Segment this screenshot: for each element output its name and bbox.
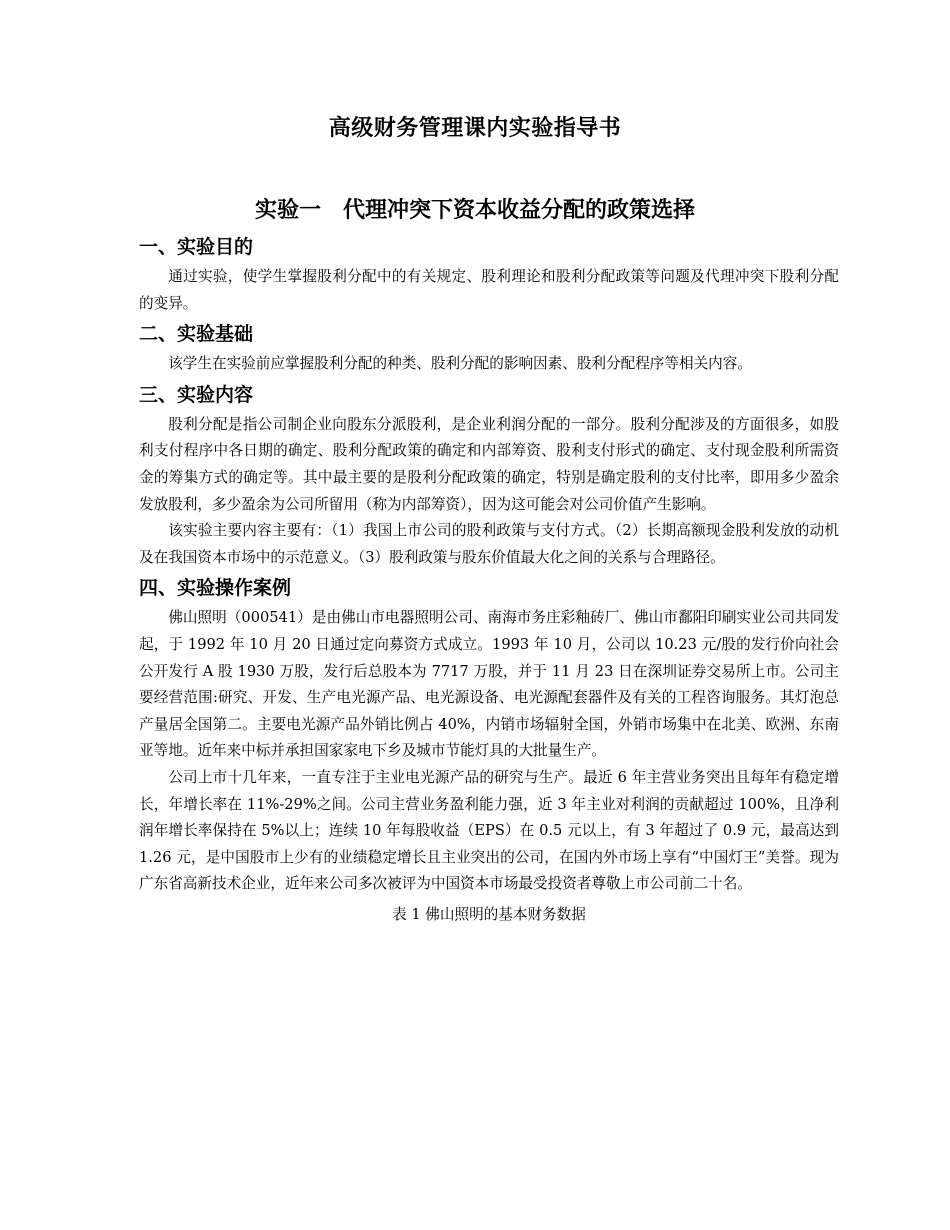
- section-heading-basis: 二、实验基础: [139, 323, 254, 346]
- paragraph-case-2: 公司上市十几年来，一直专注于主业电光源产品的研究与生产。最近 6 年主营业务突出且每年有稳定增长，年增长率在 11%-29%之间。公司主营业务盈利能力强，近 3 年主业对利润的贡献超过 100%，且净利润年增长率保持在 5%以上；连续 10 年每股收益（EPS）在 0.5 元以上，有 3 年超过了 0.9 元，最高达到 1.26 元，是中国股市上少有的业绩稳定增长且主业突出的公司，在国内外市场上享有“中国灯王”美誉。现为广东省高新技术企业，近年来公司多次被评为中国资本市场最受投资者尊敬上市公司前二十名。: [139, 768, 839, 893]
- section-content: [139, 378, 839, 572]
- document-title: 高级财务管理课内实验指导书: [328, 116, 622, 141]
- paragraph-basis: 该学生在实验前应掌握股利分配的种类、股利分配的影响因素、股利分配程序等相关内容。: [168, 355, 752, 373]
- paragraph-purpose: 通过实验，使学生掌握股利分配中的有关规定、股利理论和股利分配政策等问题及代理冲突下股利分配的变异。: [139, 268, 839, 312]
- section-purpose: [139, 230, 839, 317]
- experiment-title: 实验一 代理冲突下资本收益分配的政策选择: [254, 198, 695, 223]
- section-heading-purpose: 一、实验目的: [139, 236, 254, 258]
- document-body: [139, 230, 839, 928]
- section-basis: [139, 317, 839, 378]
- section-case: [139, 571, 839, 898]
- paragraph-case-1: 佛山照明（000541）是由佛山市电器照明公司、南海市务庄彩釉砖厂、佛山市鄱阳印刷实业公司共同发起，于 1992 年 10 月 20 日通过定向募资方式成立。1993 年 10 月，公司以 10.23 元/股的发行价向社会公开发行 A 股 1930 万股，发行后总股本为 7717 万股，并于 11 月 23 日在深圳证券交易所上市。公司主要经营范围:研究、开发、生产电光源产品、电光源设备、电光源配套器件及有关的工程咨询服务。其灯泡总产量居全国第二。主要电光源产品外销比例占 40%，内销市场辐射全国，外销市场集中在北美、欧洲、东南亚等地。近年来中标并承担国家家电下乡及城市节能灯具的大批量生产。: [139, 609, 839, 760]
- paragraph-content-2: 该实验主要内容主要有：（1）我国上市公司的股利政策与支付方式。（2）长期高额现金股利发放的动机及在我国资本市场中的示范意义。（3）股利政策与股东价值最大化之间的关系与合理路径。: [139, 522, 839, 566]
- section-heading-case: 四、实验操作案例: [139, 577, 292, 600]
- table-caption: 表 1 佛山照明的基本财务数据: [392, 905, 586, 923]
- section-heading-content: 三、实验内容: [139, 383, 254, 406]
- paragraph-content-1: 股利分配是指公司制企业向股东分派股利，是企业利润分配的一部分。股利分配涉及的方面很多，如股利支付程序中各日期的确定、股利分配政策的确定和内部筹资、股利支付形式的确定、支付现金股利所需资金的筹集方式的确定等。其中最主要的是股利分配政策的确定，特别是确定股利的支付比率，即用多少盈余发放股利，多少盈余为公司所留用（称为内部筹资），因为这可能会对公司价值产生影响。: [139, 415, 839, 513]
